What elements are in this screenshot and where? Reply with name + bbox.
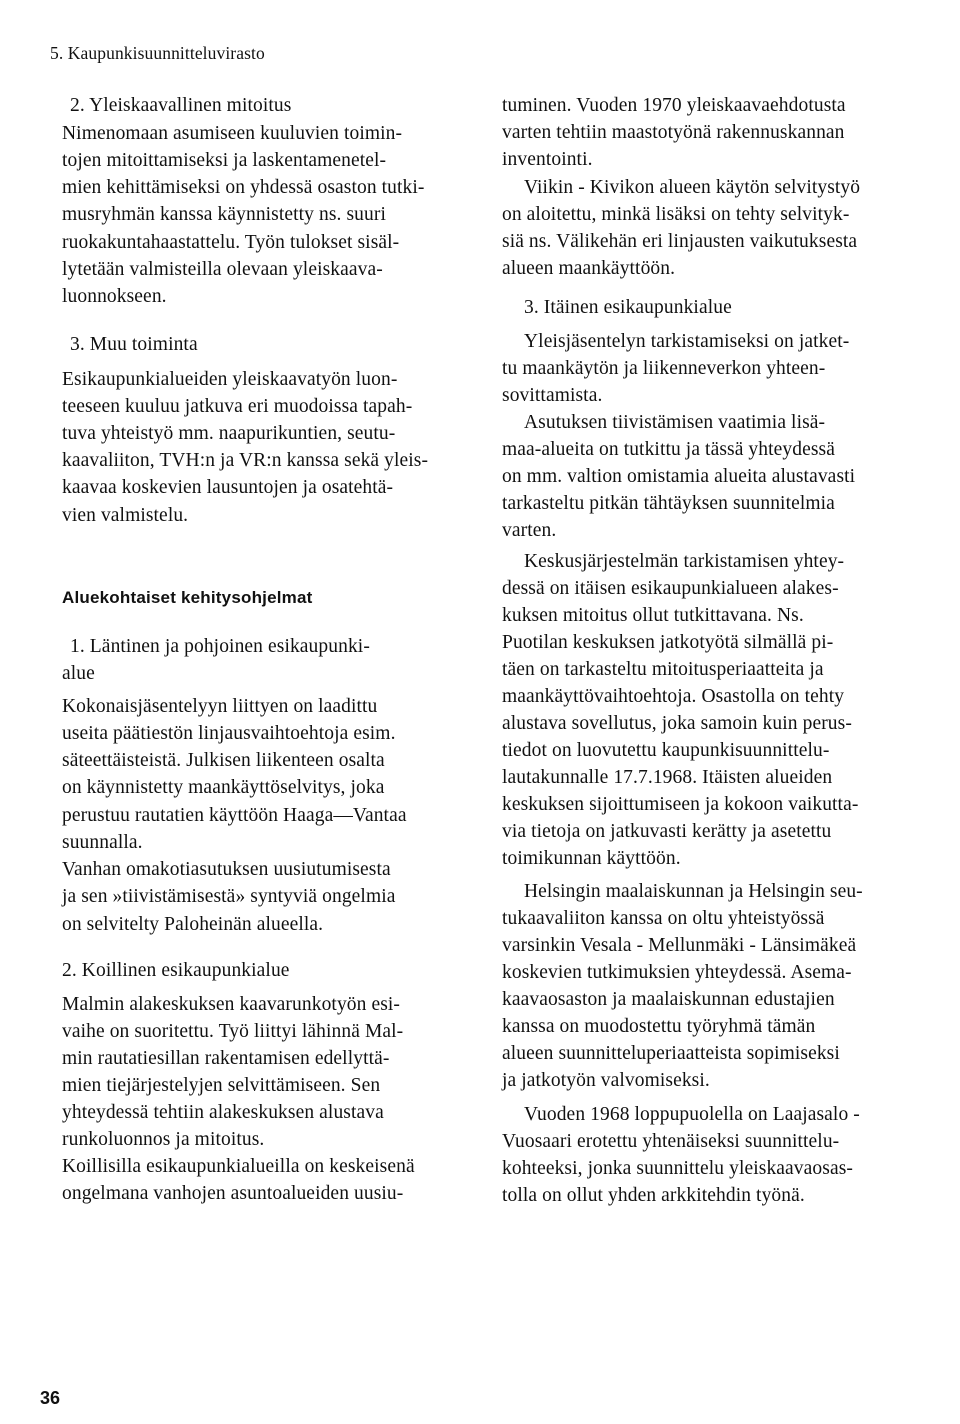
text-line: säteettäisteistä. Julkisen liikenteen osalta bbox=[62, 750, 385, 771]
text-line: Nimenomaan asumiseen kuuluvien toimin- bbox=[62, 123, 403, 144]
text-line: Esikaupunkialueiden yleiskaavatyön luon- bbox=[62, 369, 398, 390]
text-line: vaihe on suoritettu. Työ liittyi lähinnä Mal- bbox=[62, 1021, 404, 1042]
text-line: musryhmän kanssa käynnistetty ns. suuri bbox=[62, 204, 386, 225]
text-line: mien kehittämiseksi on yhdessä osaston tutki- bbox=[62, 177, 425, 198]
text-line: Koillisilla esikaupunkialueilla on keskeisenä bbox=[62, 1156, 415, 1177]
text-line: inventointi. bbox=[502, 149, 593, 170]
text-line: alustava sovellutus, joka samoin kuin perus- bbox=[502, 713, 852, 734]
text-line: useita päätiestön linjausvaihtoehtoja esim. bbox=[62, 723, 396, 744]
text-line: kaavaa koskevien lausuntojen ja osatehtä- bbox=[62, 477, 394, 498]
text-line: Vuosaari erotettu yhtenäiseksi suunnittelu- bbox=[502, 1131, 840, 1152]
text-line: teeseen kuuluu jatkuva eri muodoissa tapah- bbox=[62, 396, 413, 417]
text-line: alueen suunnitteluperiaatteista sopimiseksi bbox=[502, 1043, 840, 1064]
subheading-lantinen-ja-pohjoinen: 1. Läntinen ja pohjoinen esikaupunki- bbox=[70, 636, 370, 657]
text-line: on mm. valtion omistamia alueita alustavasti bbox=[502, 466, 856, 487]
text-line: varsinkin Vesala - Mellunmäki - Länsimäkeä bbox=[502, 935, 857, 956]
text-line: min rautatiesillan rakentamisen edellyttä- bbox=[62, 1048, 390, 1069]
text-line: on käynnistetty maankäyttöselvitys, joka bbox=[62, 777, 385, 798]
text-line: tu maankäytön ja liikenneverkon yhteen- bbox=[502, 358, 826, 379]
text-line: perustuu rautatien käyttöön Haaga—Vantaa bbox=[62, 805, 407, 826]
text-line: via tietoja on jatkuvasti kerätty ja asetettu bbox=[502, 821, 832, 842]
text-line: suunnalla. bbox=[62, 832, 143, 853]
text-line: kuksen mitoitus ollut tutkittavana. Ns. bbox=[502, 605, 804, 626]
text-line: koskevien tutkimuksien yhteydessä. Asema- bbox=[502, 962, 852, 983]
text-line: Keskusjärjestelmän tarkistamisen yhtey- bbox=[524, 551, 845, 572]
text-line: kanssa on muodostettu työryhmä tämän bbox=[502, 1016, 816, 1037]
text-line: dessä on itäisen esikaupunkialueen alakes- bbox=[502, 578, 839, 599]
text-line: varten tehtiin maastotyönä rakennuskannan bbox=[502, 122, 845, 143]
text-line: tuminen. Vuoden 1970 yleiskaavaehdotusta bbox=[502, 95, 846, 116]
text-line: runkoluonnos ja mitoitus. bbox=[62, 1129, 265, 1150]
text-line: alueen maankäyttöön. bbox=[502, 258, 676, 279]
text-line: tiedot on luovutettu kaupunkisuunnittelu- bbox=[502, 740, 830, 761]
text-line: vien valmistelu. bbox=[62, 505, 189, 526]
subheading-itainen-esikaupunkialue: 3. Itäinen esikaupunkialue bbox=[524, 297, 732, 318]
text-line: Viikin - Kivikon alueen käytön selvitystyö bbox=[524, 177, 861, 198]
page-number: 36 bbox=[40, 1388, 61, 1408]
text-line: Puotilan keskuksen jatkotyötä silmällä pi- bbox=[502, 632, 834, 653]
text-line: ongelmana vanhojen asuntoalueiden uusiu- bbox=[62, 1183, 404, 1204]
text-line: siä ns. Välikehän eri linjausten vaikutuksesta bbox=[502, 231, 858, 252]
text-line: sovittamista. bbox=[502, 385, 603, 406]
text-line: yhteydessä tehtiin alakeskuksen alustava bbox=[62, 1102, 384, 1123]
text-line: tolla on ollut yhden arkkitehdin työnä. bbox=[502, 1185, 805, 1206]
text-line: varten. bbox=[502, 520, 557, 541]
text-line: tarkasteltu pitkän tähtäyksen suunnitelmia bbox=[502, 493, 835, 514]
section-title: 5. Kaupunkisuunnitteluvirasto bbox=[50, 43, 265, 63]
text-line: Vuoden 1968 loppupuolella on Laajasalo - bbox=[524, 1104, 860, 1125]
text-line: tojen mitoittamiseksi ja laskentamenetel- bbox=[62, 150, 387, 171]
text-line: maankäyttövaihtoehtoja. Osastolla on tehty bbox=[502, 686, 845, 707]
text-line: Malmin alakeskuksen kaavarunkotyön esi- bbox=[62, 994, 401, 1015]
text-line: toimikunnan käyttöön. bbox=[502, 848, 681, 869]
text-line: kohteeksi, jonka suunnittelu yleiskaavaosas- bbox=[502, 1158, 853, 1179]
heading-aluekohtaiset-kehitysohjelmat: Aluekohtaiset kehitysohjelmat bbox=[62, 588, 313, 607]
text-line: Helsingin maalaiskunnan ja Helsingin seu- bbox=[524, 881, 863, 902]
text-line: ruokakuntahaastattelu. Työn tulokset sisäl- bbox=[62, 232, 400, 253]
subheading-muu-toiminta: 3. Muu toiminta bbox=[70, 334, 198, 355]
text-line: Kokonaisjäsentelyyn liittyen on laadittu bbox=[62, 696, 378, 717]
text-line: Vanhan omakotiasutuksen uusiutumisesta bbox=[62, 859, 391, 880]
text-line: keskuksen sijoittumiseen ja kokoon vaikutta- bbox=[502, 794, 859, 815]
text-line: tukaavaliiton kanssa on oltu yhteistyössä bbox=[502, 908, 825, 929]
text-line: lytetään valmisteilla olevaan yleiskaava- bbox=[62, 259, 383, 280]
text-line: täen on tarkasteltu mitoitusperiaatteita ja bbox=[502, 659, 824, 680]
text-line: ja sen »tiivistämisestä» syntyviä ongelmia bbox=[62, 886, 396, 907]
text-line: luonnokseen. bbox=[62, 286, 167, 307]
text-line: mien tiejärjestelyjen selvittämiseen. Sen bbox=[62, 1075, 381, 1096]
text-line: kaavaosaston ja maalaiskunnan edustajien bbox=[502, 989, 835, 1010]
text-line: Yleisjäsentelyn tarkistamiseksi on jatket- bbox=[524, 331, 850, 352]
text-line: Asutuksen tiivistämisen vaatimia lisä- bbox=[524, 412, 826, 433]
text-line: on aloitettu, minkä lisäksi on tehty selvityk- bbox=[502, 204, 850, 225]
text-line: maa-alueita on tutkittu ja tässä yhteydessä bbox=[502, 439, 835, 460]
subheading-yleiskaavallinen-mitoitus: 2. Yleiskaavallinen mitoitus bbox=[70, 95, 292, 116]
text-line: ja jatkotyön valvomiseksi. bbox=[502, 1070, 710, 1091]
subheading-koillinen-esikaupunkialue: 2. Koillinen esikaupunkialue bbox=[62, 960, 290, 981]
text-line: tuva yhteistyö mm. naapurikuntien, seutu- bbox=[62, 423, 396, 444]
text-line: kaavaliiton, TVH:n ja VR:n kanssa sekä yleis- bbox=[62, 450, 429, 471]
text-line: lautakunnalle 17.7.1968. Itäisten alueiden bbox=[502, 767, 833, 788]
text-line: on selvitelty Paloheinän alueella. bbox=[62, 914, 324, 935]
text-line: alue bbox=[62, 663, 95, 684]
